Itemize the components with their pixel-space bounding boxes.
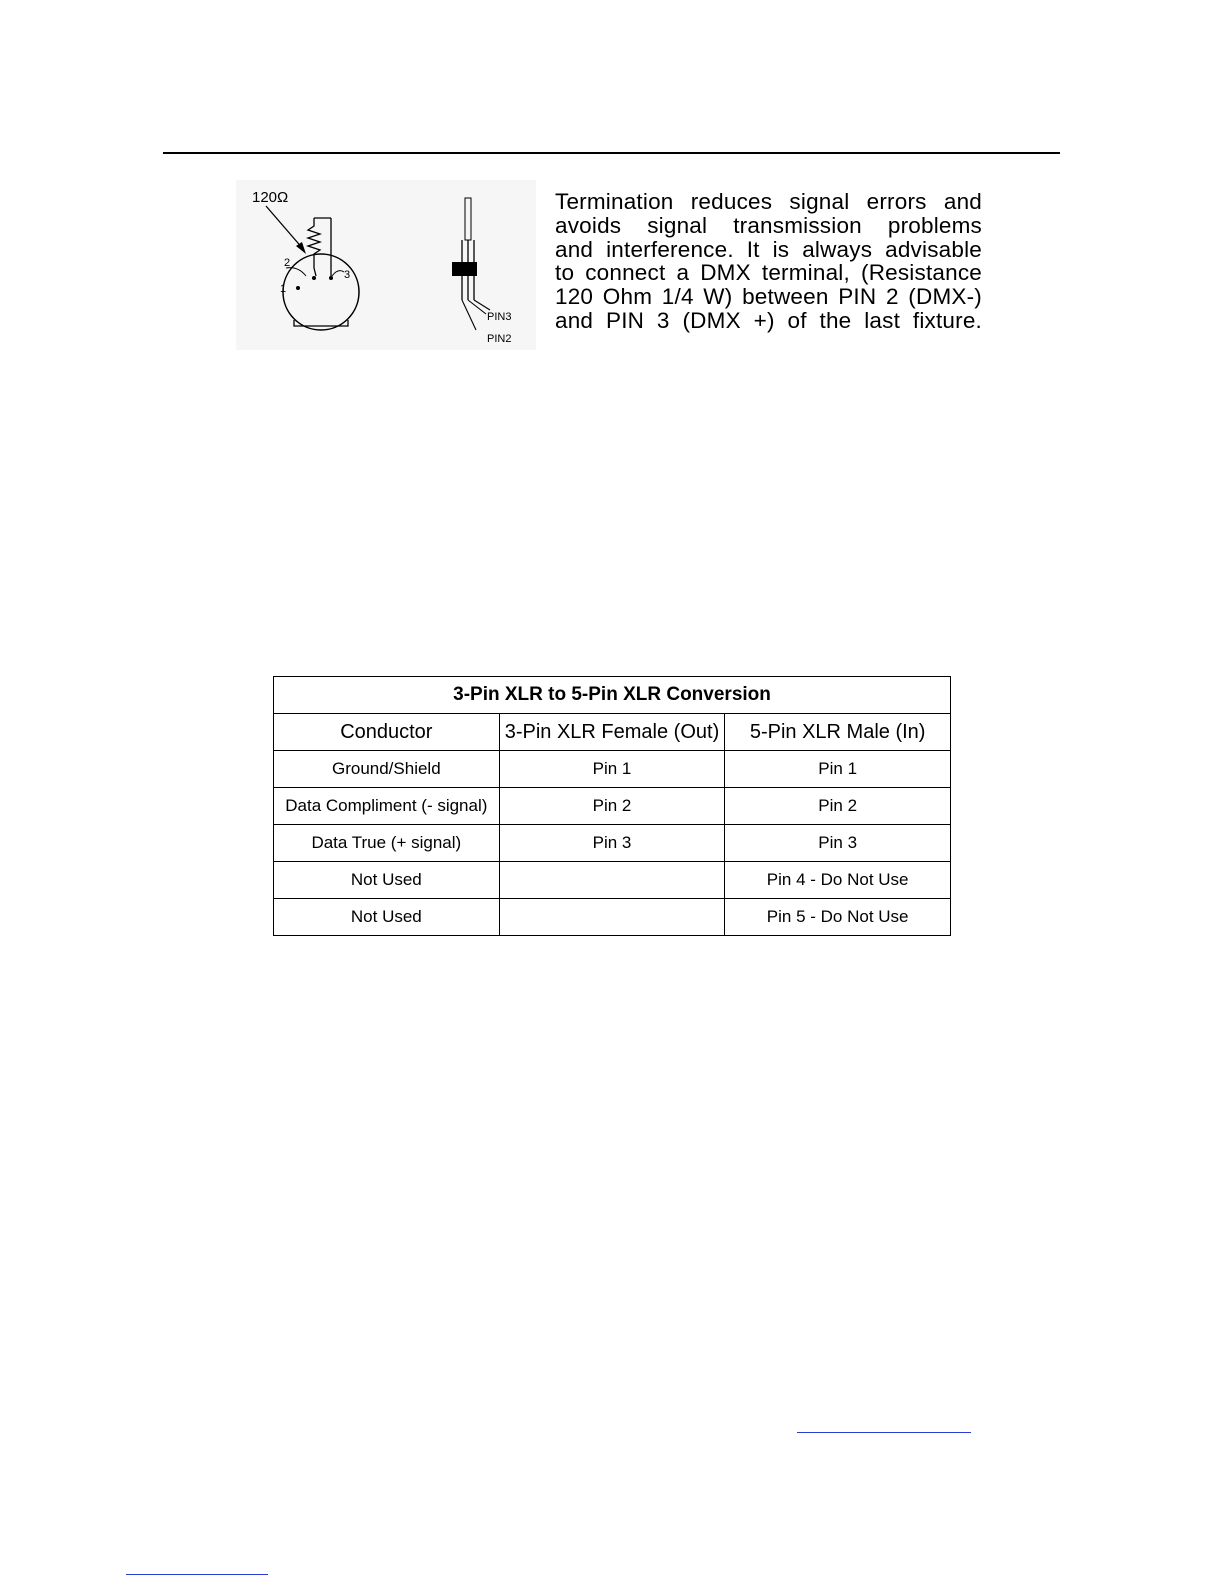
table-cell: Not Used (274, 899, 500, 936)
termination-line: and interference. It is always advisable (555, 236, 982, 262)
termination-paragraph (555, 190, 982, 333)
plug-pin2-label: PIN2 (487, 333, 512, 345)
termination-line: avoids signal transmission problems (555, 212, 982, 238)
plug-pin3-label: PIN3 (487, 311, 512, 323)
table-row (274, 751, 951, 788)
pin-label-1: 1 (280, 283, 287, 295)
table-cell: Pin 2 (499, 788, 725, 825)
header-rule (163, 152, 1060, 154)
table-cell: Pin 1 (725, 751, 951, 788)
table-header-row (274, 714, 951, 751)
table-cell: Pin 1 (499, 751, 725, 788)
table-cell: Data True (+ signal) (274, 825, 500, 862)
table-cell (499, 899, 725, 936)
xlr-conversion-table (273, 676, 951, 936)
table-cell: Not Used (274, 862, 500, 899)
footer-link-underline[interactable] (126, 1574, 268, 1575)
table-row (274, 825, 951, 862)
pin-label-2: 2 (284, 257, 291, 269)
pin-label-3: 3 (344, 269, 351, 281)
table-cell: Pin 3 (725, 825, 951, 862)
termination-line: 120 Ohm 1/4 W) between PIN 2 (DMX-) (555, 284, 982, 310)
footer-link-underline[interactable] (797, 1432, 971, 1433)
table-row (274, 899, 951, 936)
table-row (274, 862, 951, 899)
table-cell: Pin 4 - Do Not Use (725, 862, 951, 899)
table-cell: Ground/Shield (274, 751, 500, 788)
table-cell: Pin 2 (725, 788, 951, 825)
header-3pin: 3-Pin XLR Female (Out) (499, 714, 725, 751)
header-conductor: Conductor (274, 714, 500, 751)
termination-line: Termination reduces signal errors and (555, 189, 982, 214)
table-cell (499, 862, 725, 899)
table-cell: Pin 3 (499, 825, 725, 862)
header-5pin: 5-Pin XLR Male (In) (725, 714, 951, 751)
table-cell: Pin 5 - Do Not Use (725, 899, 951, 936)
termination-line: to connect a DMX terminal, (Resistance (555, 260, 982, 286)
table-row (274, 788, 951, 825)
table-title: 3-Pin XLR to 5-Pin XLR Conversion (274, 677, 951, 714)
resistor-label: 120Ω (252, 189, 289, 206)
termination-line: and PIN 3 (DMX +) of the last fixture. (555, 307, 982, 333)
table-cell: Data Compliment (- signal) (274, 788, 500, 825)
dmx-terminator-diagram (236, 180, 536, 350)
